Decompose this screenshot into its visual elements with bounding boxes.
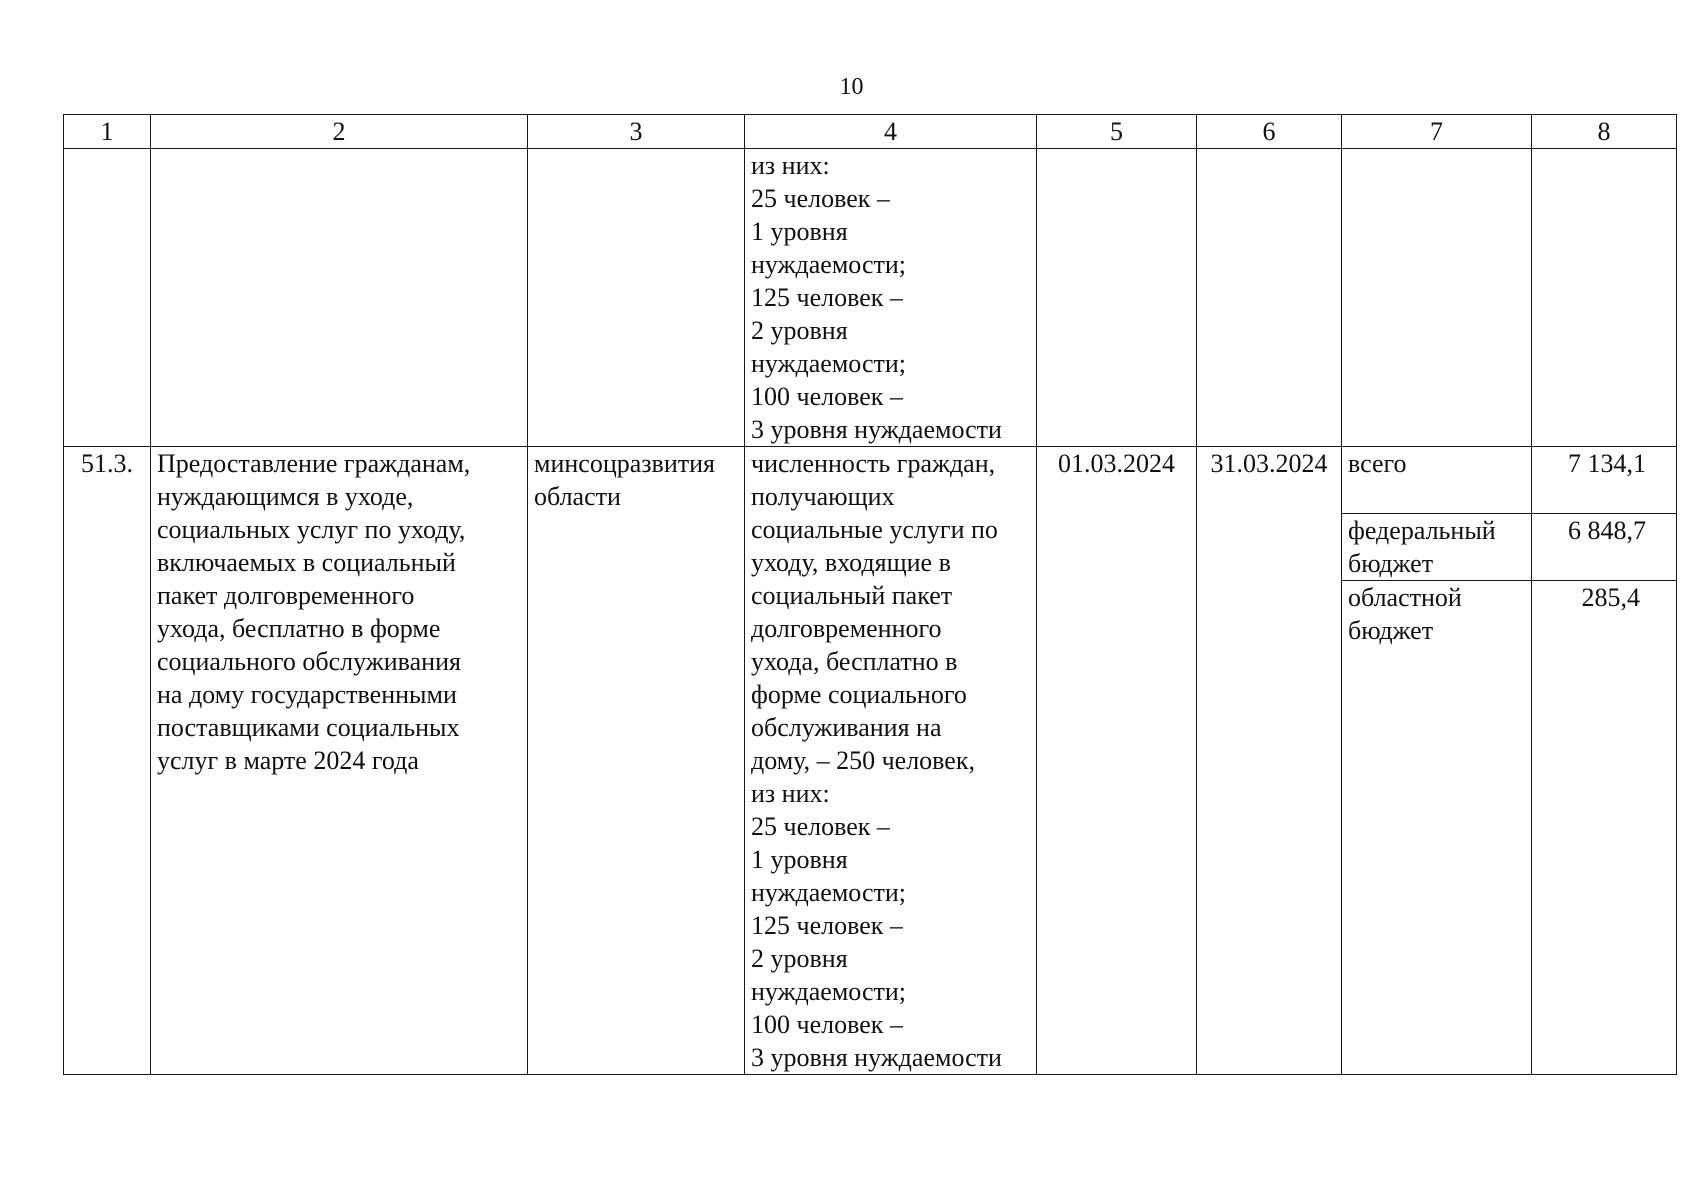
indicator-line: нуждаемости; bbox=[751, 977, 906, 1006]
row-start-date: 01.03.2024 bbox=[1037, 447, 1197, 1075]
indicator-line: численность граждан, bbox=[751, 449, 996, 478]
header-cell-2: 2 bbox=[151, 115, 528, 149]
description-line: социальных услуг по уходу, bbox=[157, 515, 466, 544]
row-executor bbox=[528, 447, 745, 1075]
indicator-line: долговременного bbox=[751, 614, 942, 643]
indicator-line: социальные услуги по bbox=[751, 515, 998, 544]
cont-line: нуждаемости; bbox=[751, 349, 906, 378]
funding-source-line: бюджет bbox=[1348, 616, 1434, 645]
header-cell-3: 3 bbox=[528, 115, 745, 149]
continuation-row bbox=[64, 149, 1677, 447]
funding-source-federal bbox=[1342, 514, 1532, 581]
row-indicator bbox=[745, 447, 1037, 1075]
table-row-51-3 bbox=[64, 447, 1677, 514]
header-cell-7: 7 bbox=[1342, 115, 1532, 149]
indicator-line: получающих bbox=[751, 482, 895, 511]
cont-line: нуждаемости; bbox=[751, 250, 906, 279]
description-line: на дому государственными bbox=[157, 680, 457, 709]
cont-cell-1 bbox=[64, 149, 151, 447]
funding-amount-total: 7 134,1 bbox=[1532, 447, 1677, 514]
indicator-line: форме социального bbox=[751, 680, 967, 709]
row-number: 51.3. bbox=[64, 447, 151, 1075]
program-table bbox=[63, 114, 1677, 1075]
description-line: Предоставление гражданам, bbox=[157, 449, 471, 478]
funding-source-line: всего bbox=[1348, 449, 1407, 478]
cont-cell-indicator bbox=[745, 149, 1037, 447]
cont-cell-5 bbox=[1037, 149, 1197, 447]
cont-line: 125 человек – bbox=[751, 283, 903, 312]
description-line: пакет долговременного bbox=[157, 581, 415, 610]
funding-source-line: областной bbox=[1348, 583, 1462, 612]
row-description bbox=[151, 447, 528, 1075]
description-line: социального обслуживания bbox=[157, 647, 461, 676]
indicator-line: 3 уровня нуждаемости bbox=[751, 1043, 1002, 1072]
cont-cell-6 bbox=[1197, 149, 1342, 447]
indicator-line: из них: bbox=[751, 779, 830, 808]
indicator-line: обслуживания на bbox=[751, 713, 942, 742]
executor-line: области bbox=[534, 482, 621, 511]
cont-cell-7 bbox=[1342, 149, 1532, 447]
cont-cell-3 bbox=[528, 149, 745, 447]
indicator-line: 25 человек – bbox=[751, 812, 890, 841]
cont-line: 100 человек – bbox=[751, 382, 903, 411]
indicator-line: 2 уровня bbox=[751, 944, 848, 973]
funding-amount-regional: 285,4 bbox=[1532, 581, 1677, 1075]
executor-line: минсоцразвития bbox=[534, 449, 715, 478]
header-cell-6: 6 bbox=[1197, 115, 1342, 149]
header-cell-1: 1 bbox=[64, 115, 151, 149]
funding-source-line: бюджет bbox=[1348, 549, 1434, 578]
indicator-line: уходу, входящие в bbox=[751, 548, 951, 577]
indicator-line: социальный пакет bbox=[751, 581, 953, 610]
indicator-line: 125 человек – bbox=[751, 911, 903, 940]
indicator-line: нуждаемости; bbox=[751, 878, 906, 907]
description-line: ухода, бесплатно в форме bbox=[157, 614, 441, 643]
description-line: включаемых в социальный bbox=[157, 548, 456, 577]
funding-amount-federal: 6 848,7 bbox=[1532, 514, 1677, 581]
row-end-date: 31.03.2024 bbox=[1197, 447, 1342, 1075]
description-line: нуждающимся в уходе, bbox=[157, 482, 414, 511]
header-row bbox=[64, 115, 1677, 149]
cont-line: 25 человек – bbox=[751, 184, 890, 213]
indicator-line: ухода, бесплатно в bbox=[751, 647, 958, 676]
description-line: поставщиками социальных bbox=[157, 713, 460, 742]
cont-line: 1 уровня bbox=[751, 217, 848, 246]
cont-line: 3 уровня нуждаемости bbox=[751, 415, 1002, 444]
indicator-line: дому, – 250 человек, bbox=[751, 746, 975, 775]
page-number: 10 bbox=[839, 74, 864, 100]
cont-cell-8 bbox=[1532, 149, 1677, 447]
header-cell-4: 4 bbox=[745, 115, 1037, 149]
header-cell-8: 8 bbox=[1532, 115, 1677, 149]
funding-source-regional bbox=[1342, 581, 1532, 1075]
cont-line: из них: bbox=[751, 151, 830, 180]
cont-cell-2 bbox=[151, 149, 528, 447]
header-cell-5: 5 bbox=[1037, 115, 1197, 149]
funding-source-total bbox=[1342, 447, 1532, 514]
description-line: услуг в марте 2024 года bbox=[157, 746, 419, 775]
cont-line: 2 уровня bbox=[751, 316, 848, 345]
funding-source-line: федеральный bbox=[1348, 516, 1496, 545]
indicator-line: 1 уровня bbox=[751, 845, 848, 874]
indicator-line: 100 человек – bbox=[751, 1010, 903, 1039]
